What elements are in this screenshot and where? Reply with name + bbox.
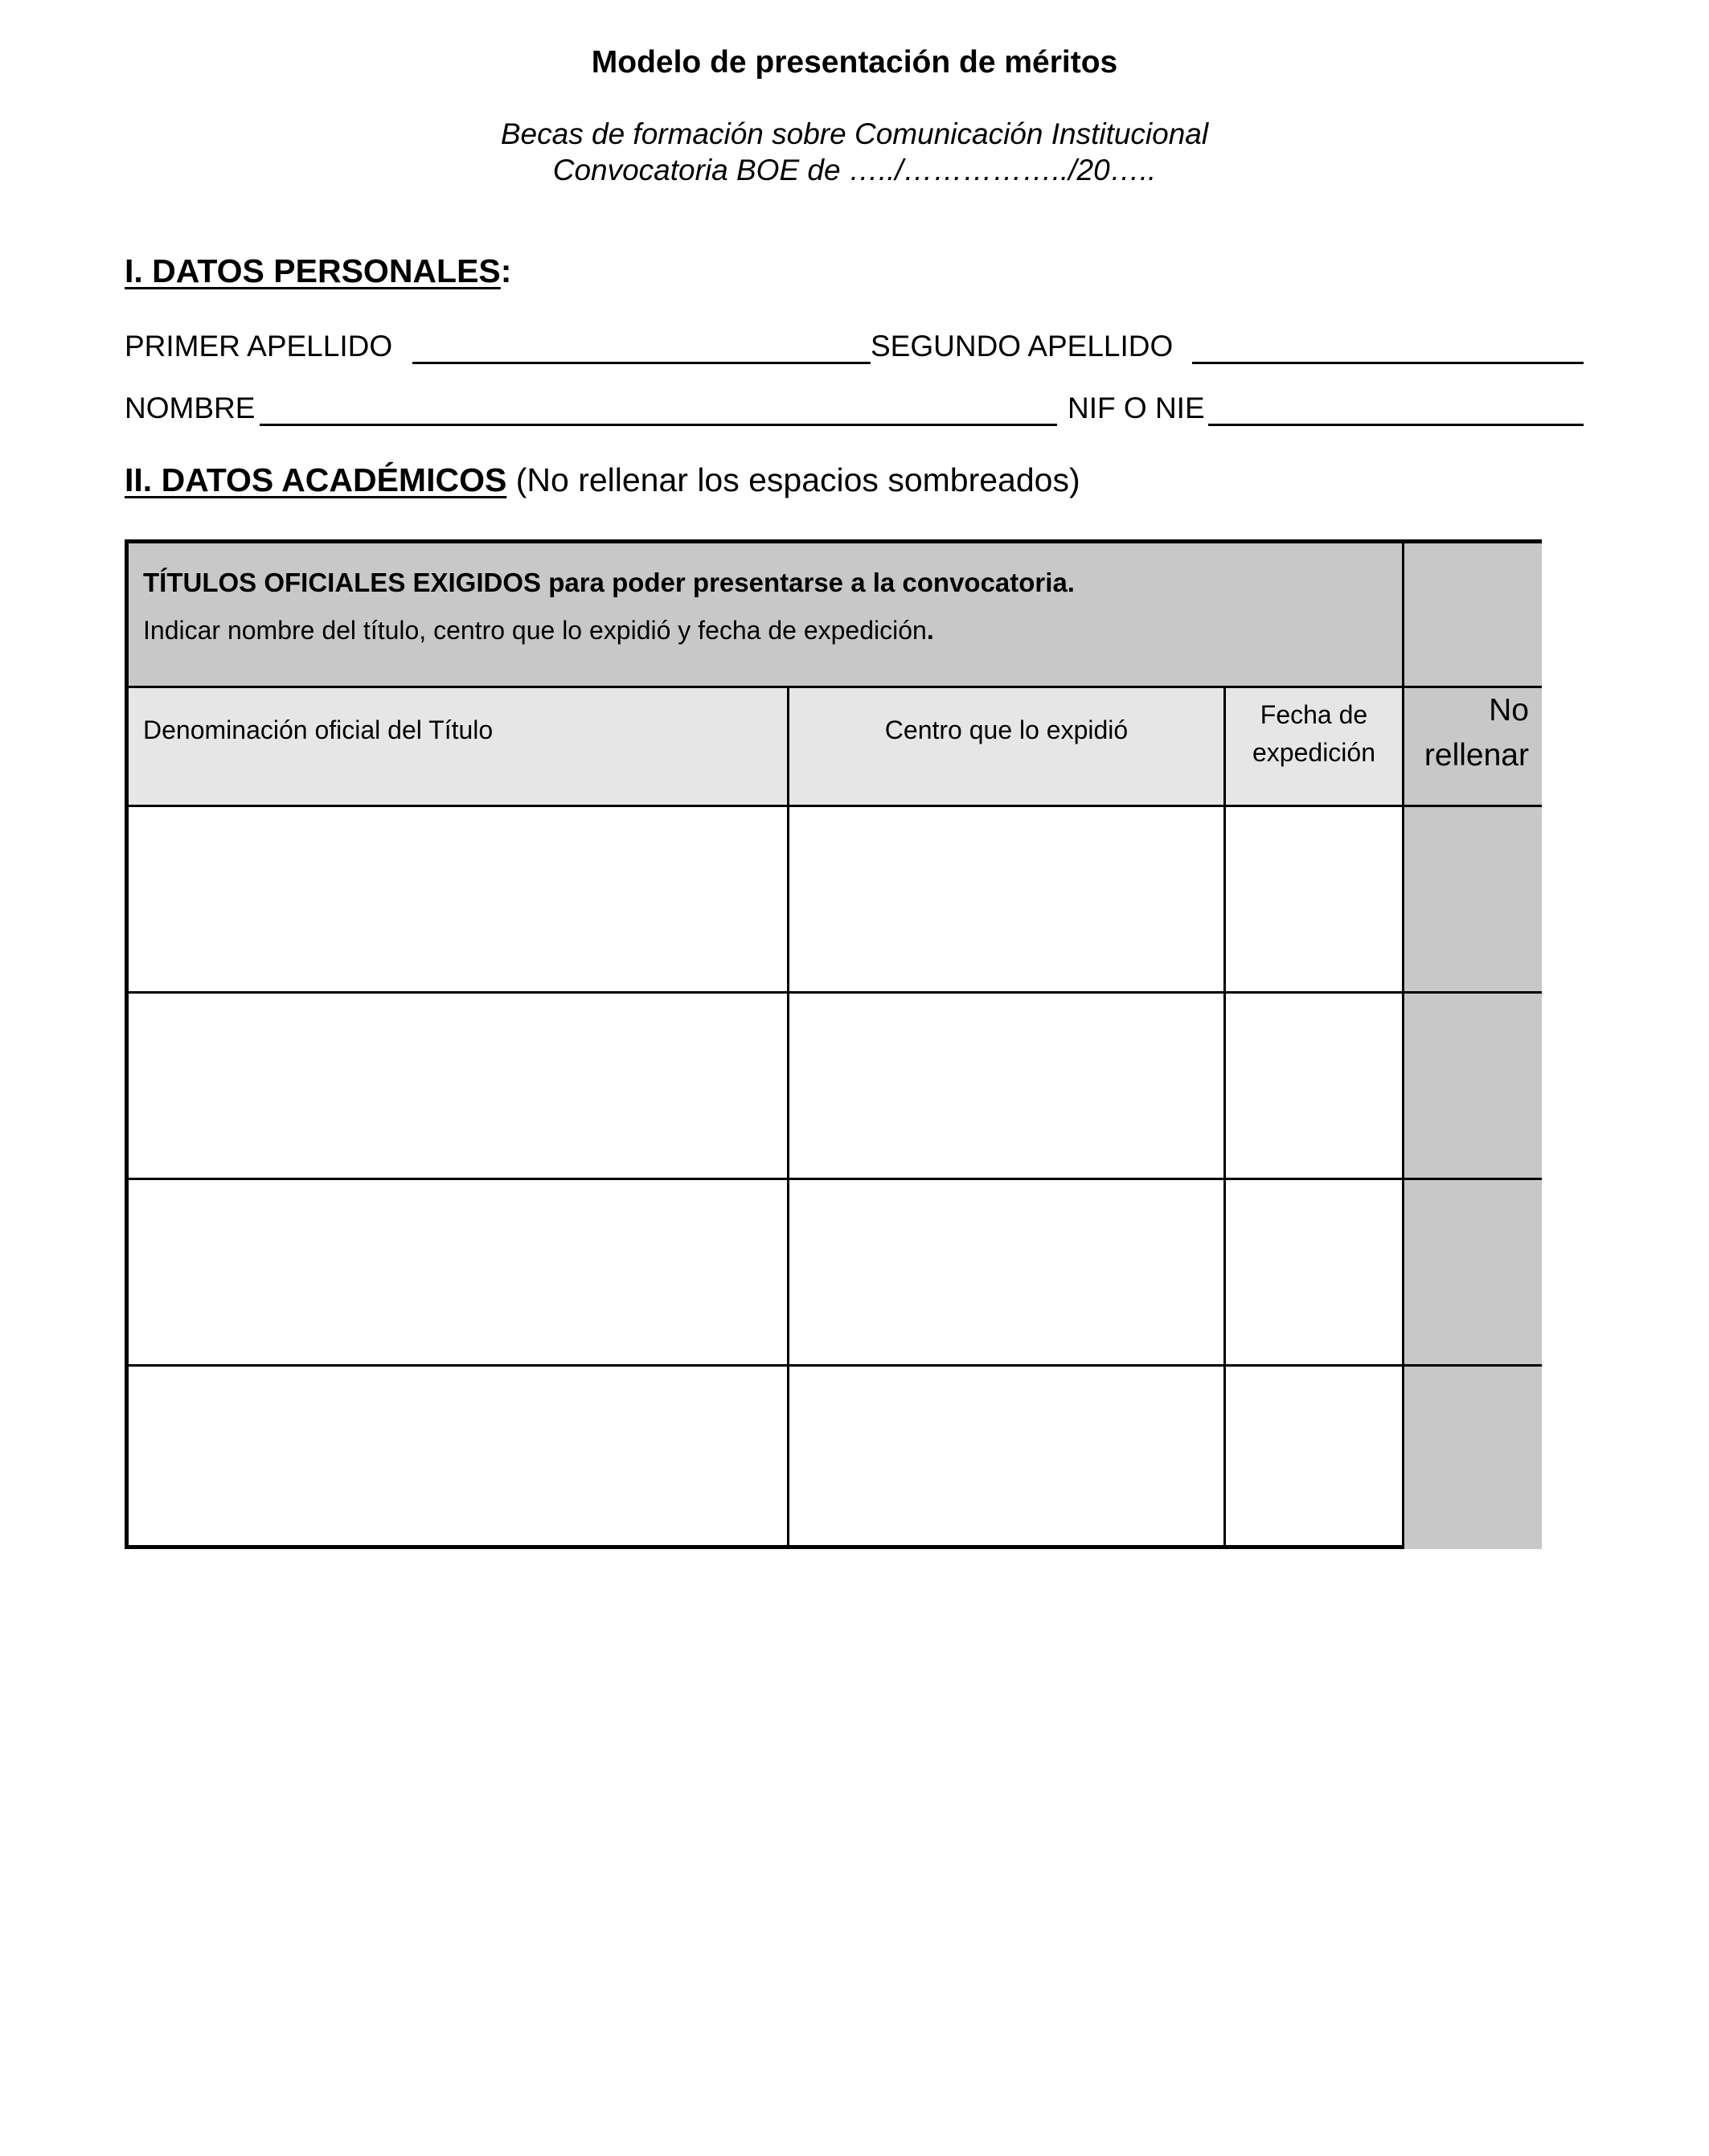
primer-apellido-label: PRIMER APELLIDO [125,330,393,363]
table-row-1-fecha[interactable] [1226,807,1404,994]
nif-label: NIF O NIE [1068,391,1205,424]
nombre-label: NOMBRE [125,391,256,424]
table-row-1-centro[interactable] [789,807,1226,994]
table-row-1-denominacion[interactable] [129,807,789,994]
column-header-centro: Centro que lo expidió [789,688,1226,807]
table-row-2-centro[interactable] [789,994,1226,1180]
table-header-title-cell [129,543,1404,688]
table-header-instruction-period: . [926,616,934,645]
table-row-4-shaded [1404,1367,1542,1549]
titles-table [125,539,1542,1549]
convocatoria-line: Convocatoria BOE de …../……………../20….. [552,154,1157,186]
table-row-4-fecha[interactable] [1226,1367,1404,1549]
table-row-1-shaded [1404,807,1542,994]
table-row-3-denominacion[interactable] [129,1180,789,1367]
name-fields-row [125,391,1584,432]
table-header-instruction-text: Indicar nombre del título, centro que lo expidió y fecha de expedición [143,616,927,645]
table-row-2-denominacion[interactable] [129,994,789,1180]
table-header-title: TÍTULOS OFICIALES EXIGIDOS para poder presentarse a la convocatoria. [143,568,1075,597]
document-subtitle: Becas de formación sobre Comunicación Institucional [500,117,1209,150]
section-academic-data-title: II. DATOS ACADÉMICOS [125,461,507,498]
section-personal-data-heading [125,252,511,290]
table-row-2-shaded [1404,994,1542,1180]
segundo-apellido-field[interactable] [1192,362,1584,364]
column-header-fecha-line1: Fecha de [1260,700,1368,729]
column-header-denominacion: Denominación oficial del Título [129,688,789,807]
nif-field[interactable] [1208,424,1584,426]
column-header-fecha [1226,688,1404,807]
nombre-field[interactable] [260,424,1057,426]
table-row-3-fecha[interactable] [1226,1180,1404,1367]
primer-apellido-field[interactable] [412,362,871,364]
section-academic-data-heading [125,461,1080,499]
column-header-no-rellenar [1404,688,1542,807]
table-header-shaded-cell [1404,543,1542,688]
column-header-fecha-line2: expedición [1252,738,1375,767]
table-row-4-denominacion[interactable] [129,1367,789,1549]
table-row-3-shaded [1404,1180,1542,1367]
section-academic-note: (No rellenar los espacios sombreados) [515,461,1080,498]
table-header-instruction [143,616,1387,646]
column-header-no-rellenar-line1: No [1489,693,1529,728]
section-personal-data-title: I. DATOS PERSONALES [125,252,501,289]
heading-colon: : [500,252,512,289]
document-title: Modelo de presentación de méritos [591,45,1118,80]
table-row-2-fecha[interactable] [1226,994,1404,1180]
table-row-3-centro[interactable] [789,1180,1226,1367]
table-row-4-centro[interactable] [789,1367,1226,1549]
segundo-apellido-label: SEGUNDO APELLIDO [871,330,1174,363]
column-header-no-rellenar-line2: rellenar [1424,738,1529,773]
surname-fields-row [125,330,1584,370]
